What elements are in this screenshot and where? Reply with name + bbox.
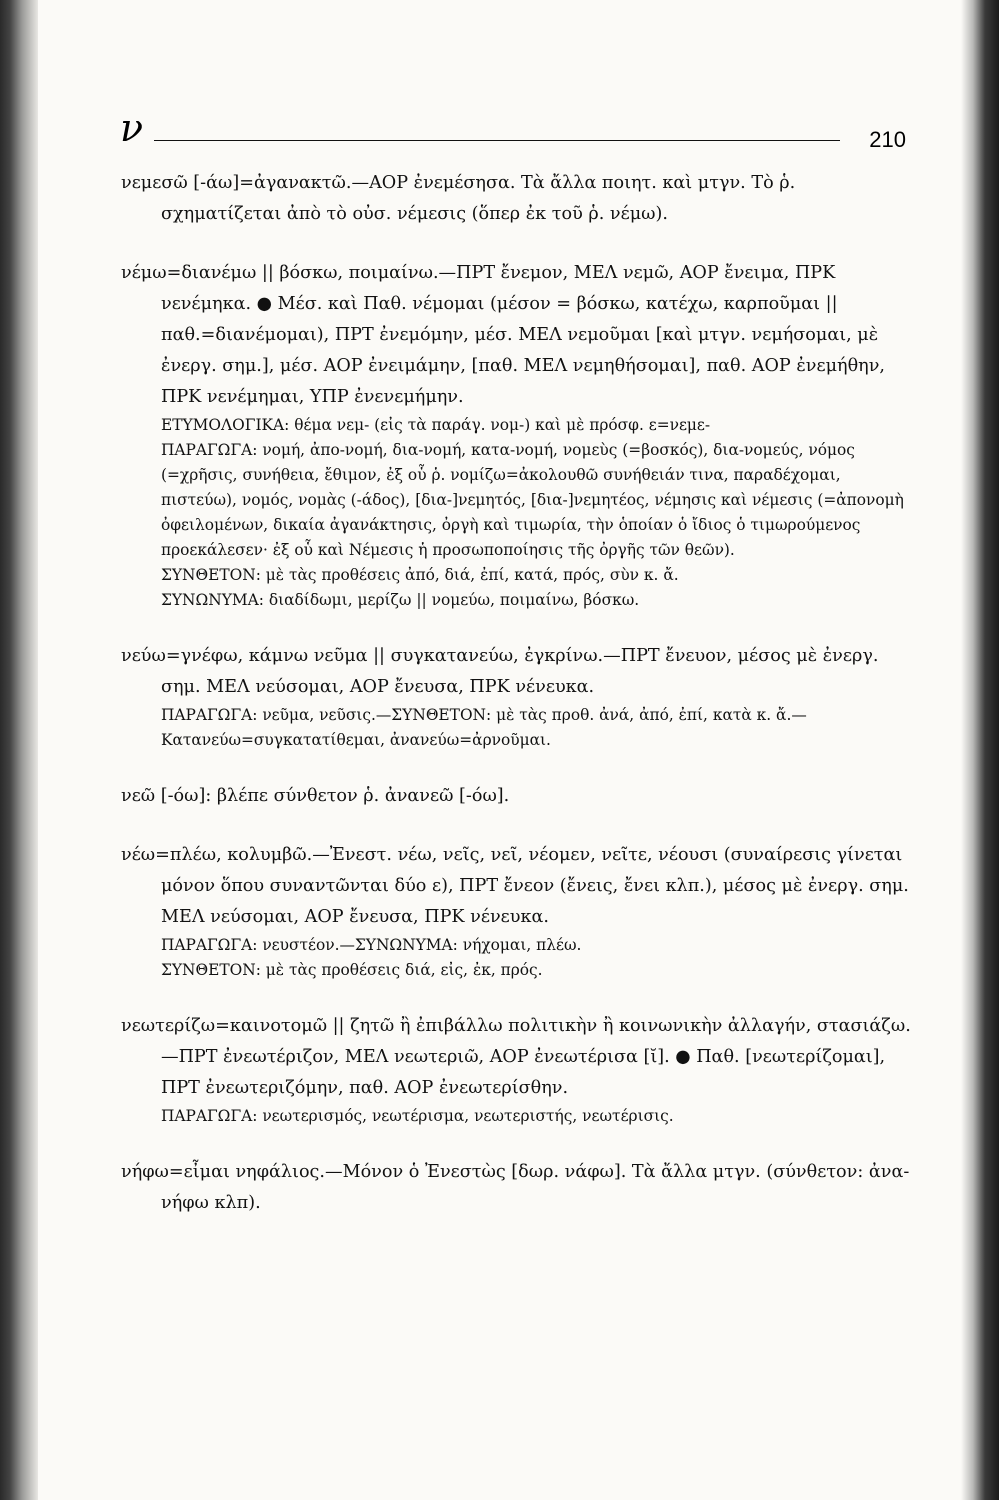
entry-line: νεμεσῶ [-άω]=ἀγανακτῶ.—ΑΟΡ ἐνεμέσησα. Τὰ ἄλλα ποιητ. καὶ μτγν. Τὸ ῥ. σχηματίζεται ἀπὸ τὸ οὐσ. νέμεσις (ὅπερ ἐκ τοῦ ῥ. νέμω). <box>121 173 796 224</box>
entry-neoterizo <box>121 1011 911 1129</box>
entry-note: ΠΑΡΑΓΩΓΑ: νευστέον.—ΣΥΝΩΝΥΜΑ: νήχομαι, πλέω. <box>161 936 582 954</box>
entry-note: ΠΑΡΑΓΩΓΑ: νομή, ἀπο-νομή, δια-νομή, κατα-νομή, νομεὺς (=βοσκός), δια-νομεύς, νόμος (=χρῆσις, συνήθεια, ἔθιμον, ἐξ οὗ ῥ. νομίζω=ἀκολουθῶ συνήθειάν τινα, παραδέχομαι, πιστεύω), νομός, νομὰς (-άδος), [δια-]νεμητός, [δια-]νεμητέος, νέμησις καὶ νέμεσις (=ἀπονομὴ ὀφειλομένων, δικαία ἀγανάκτησις, ὀργὴ καὶ τιμωρία, τὴν ὁποίαν ὁ ἴδιος ὁ τιμωρούμενος προεκάλεσεν· ἐξ οὗ καὶ Νέμεσις ἡ προσωποποίησις τῆς ὀργῆς τῶν θεῶν). <box>161 441 904 559</box>
page-header <box>120 106 906 152</box>
entries-column <box>121 168 911 1247</box>
entry-note: ΣΥΝΘΕΤΟΝ: μὲ τὰς προθέσεις ἀπό, διά, ἐπί, κατά, πρός, σὺν κ. ἄ. <box>161 566 679 584</box>
entry-nepho <box>121 1157 911 1219</box>
entry-note: ΠΑΡΑΓΩΓΑ: νεῦμα, νεῦσις.—ΣΥΝΘΕΤΟΝ: μὲ τὰς προθ. ἀνά, ἀπό, ἐπί, κατὰ κ. ἄ.—Κατανεύω=συγκατατίθεμαι, ἀνανεύω=ἀρνοῦμαι. <box>161 706 807 749</box>
entry-line: νεύω=γνέφω, κάμνω νεῦμα || συγκατανεύω, ἐγκρίνω.—ΠΡΤ ἔνευον, μέσος μὲ ἐνεργ. σημ. ΜΕΛ νεύσομαι, ΑΟΡ ἔνευσα, ΠΡΚ νένευκα. <box>121 646 879 697</box>
entry-neuo <box>121 641 911 753</box>
entry-line: νέω=πλέω, κολυμβῶ.—Ἐνεστ. νέω, νεῖς, νεῖ, νέομεν, νεῖτε, νέουσι (συναίρεσις γίνεται μόνον ὅπου συναντῶνται δύο ε), ΠΡΤ ἔνεον (ἔνεις, ἔνει κλπ.), μέσος μὲ ἐνεργ. σημ. ΜΕΛ νεύσομαι, ΑΟΡ ἔνευσα, ΠΡΚ νένευκα. <box>121 845 909 927</box>
page-shadow-right <box>961 0 999 1500</box>
entry-line: νέμω=διανέμω || βόσκω, ποιμαίνω.—ΠΡΤ ἔνεμον, ΜΕΛ νεμῶ, ΑΟΡ ἔνειμα, ΠΡΚ νενέμηκα. ● Μέσ. καὶ Παθ. νέμομαι (μέσον = βόσκω, κατέχω, καρποῦμαι || παθ.=διανέμομαι), ΠΡΤ ἐνεμόμην, μέσ. ΜΕΛ νεμοῦμαι [καὶ μτγν. νεμήσομαι, μὲ ἐνεργ. σημ.], μέσ. ΑΟΡ ἐνειμάμην, [παθ. ΜΕΛ νεμηθήσομαι], παθ. ΑΟΡ ἐνεμήθην, ΠΡΚ νενέμημαι, ΥΠΡ ἐνενεμήμην. <box>121 263 885 407</box>
entry-note: ΕΤΥΜΟΛΟΓΙΚΑ: θέμα νεμ- (εἰς τὰ παράγ. νομ-) καὶ μὲ πρόσφ. ε=νεμε- <box>161 416 711 434</box>
entry-note: ΣΥΝΘΕΤΟΝ: μὲ τὰς προθέσεις διά, εἰς, ἐκ, πρός. <box>161 961 543 979</box>
header-rule <box>154 140 840 141</box>
entry-line: νεωτερίζω=καινοτομῶ || ζητῶ ἢ ἐπιβάλλω πολιτικὴν ἢ κοινωνικὴν ἀλλαγήν, στασιάζω.—ΠΡΤ ἐνεωτέριζον, ΜΕΛ νεωτεριῶ, ΑΟΡ ἐνεωτέρισα [ῐ]. ● Παθ. [νεωτερίζομαι], ΠΡΤ ἐνεωτεριζόμην, παθ. ΑΟΡ ἐνεωτερίσθην. <box>121 1016 911 1098</box>
page-number: 210 <box>869 127 906 152</box>
entry-nemeso <box>121 168 911 230</box>
entry-neo-contract <box>121 781 911 812</box>
page-shadow-left <box>0 0 38 1500</box>
entry-note: ΣΥΝΩΝΥΜΑ: διαδίδωμι, μερίζω || νομεύω, ποιμαίνω, βόσκω. <box>161 591 640 609</box>
section-letter: ν <box>120 106 144 150</box>
entry-nemo <box>121 258 911 613</box>
entry-neo <box>121 840 911 983</box>
entry-line: νεῶ [-όω]: βλέπε σύνθετον ῥ. ἀνανεῶ [-όω]. <box>121 786 510 806</box>
entry-note: ΠΑΡΑΓΩΓΑ: νεωτερισμός, νεωτέρισμα, νεωτεριστής, νεωτέρισις. <box>161 1107 674 1125</box>
entry-line: νήφω=εἶμαι νηφάλιος.—Μόνον ὁ Ἐνεστὼς [δωρ. νάφω]. Τὰ ἄλλα μτγν. (σύνθετον: ἀνα-νήφω κλπ). <box>121 1162 910 1213</box>
